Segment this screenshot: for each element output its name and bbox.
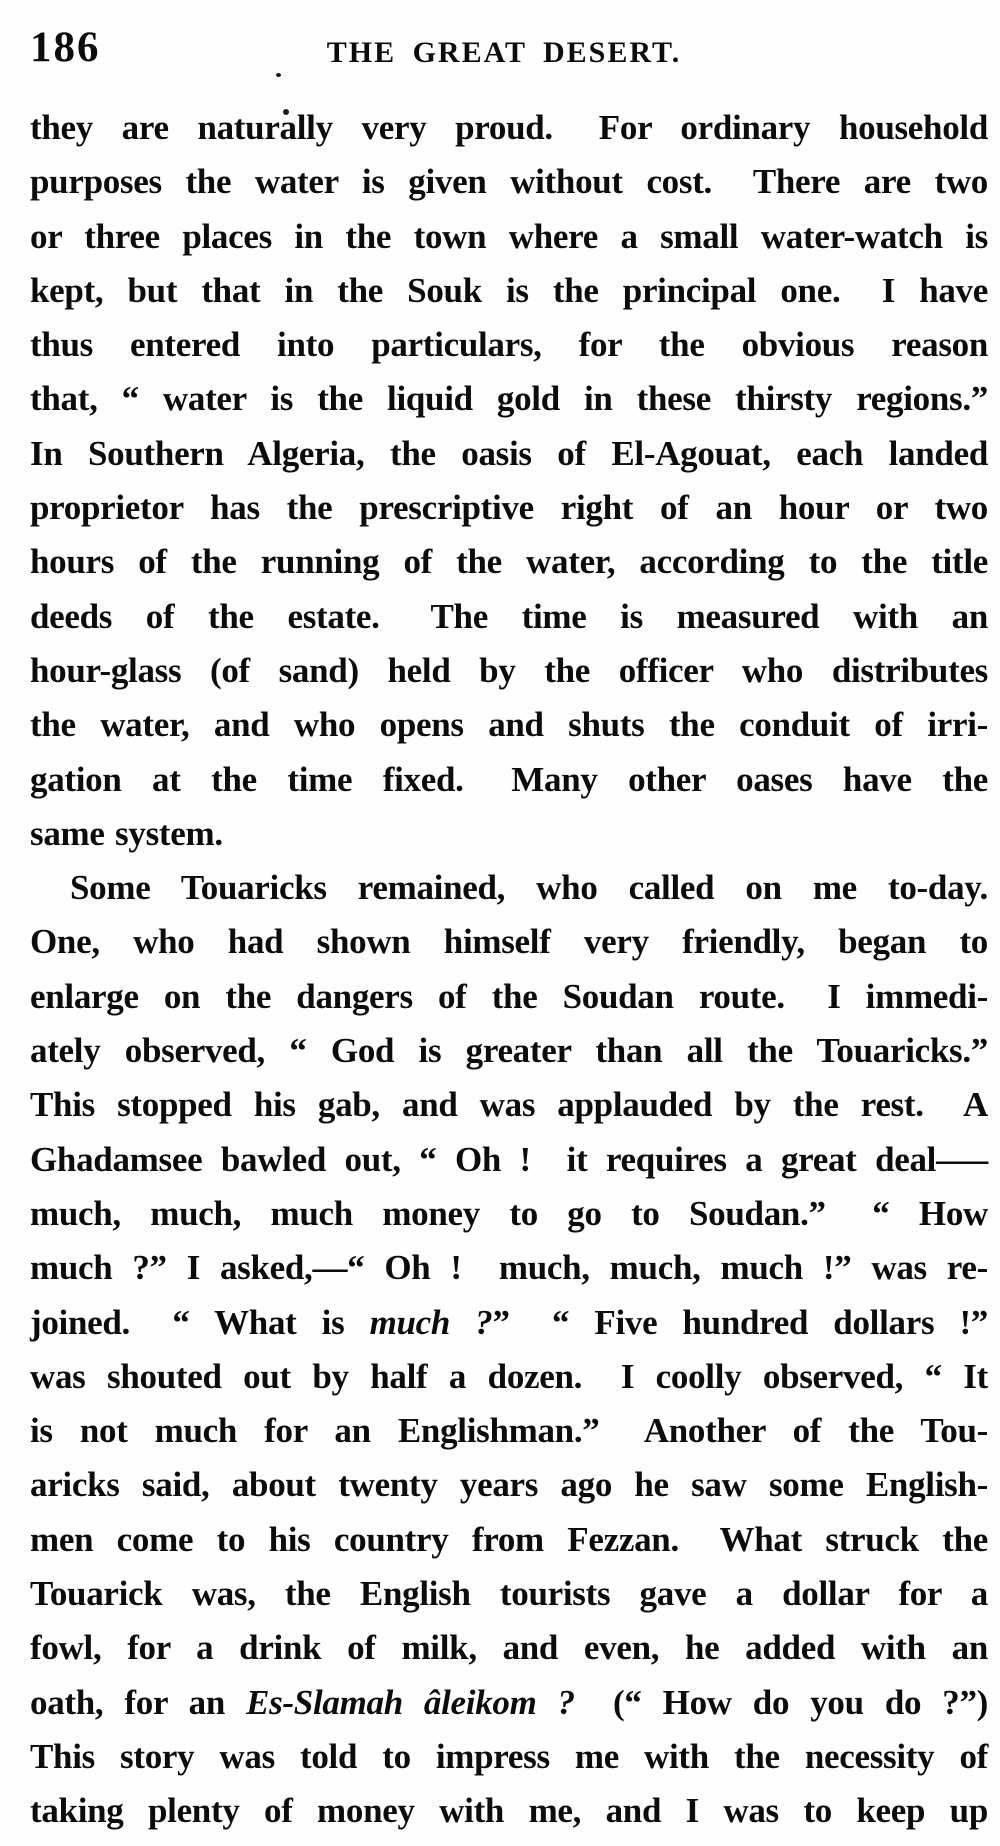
line-text: much ?” I asked,—“ Oh ! much, much, much !” was re- (30, 1248, 988, 1288)
text-line (30, 970, 988, 1024)
line-text: joined. “ What is (30, 1302, 370, 1342)
text-line (30, 644, 988, 698)
text-line (30, 1567, 988, 1621)
text-line (30, 1133, 988, 1187)
line-text: or three places in the town where a small water-watch is (30, 216, 988, 256)
line-text: ” “ Five hundred dollars !” (492, 1302, 988, 1342)
line-text: they are naturally very proud. For ordinary household (30, 108, 988, 147)
text-line (30, 372, 988, 426)
line-text: gation at the time fixed. Many other oases have the (30, 759, 988, 799)
text-line (30, 535, 988, 589)
line-text: aricks said, about twenty years ago he saw some English- (30, 1465, 988, 1505)
italic-phrase: Es-Slamah âleikom ? (246, 1682, 575, 1722)
text-line (30, 590, 988, 644)
text-line (30, 101, 988, 155)
line-text: deeds of the estate. The time is measured with an (30, 596, 988, 636)
text-line (30, 1350, 988, 1404)
text-line (30, 807, 988, 861)
text-line (30, 698, 988, 752)
text-line (30, 1621, 988, 1675)
text-line (30, 1730, 988, 1784)
text-line (30, 210, 988, 264)
page-number: 186 (30, 24, 101, 71)
line-text: ately observed, “ God is greater than all the Touaricks.” (30, 1031, 988, 1071)
text-line (30, 1078, 988, 1132)
text-line (30, 1241, 988, 1295)
line-text: Some Touaricks remained, who called on me to-day. (70, 868, 988, 908)
line-text: is not much for an Englishman.” Another of the Tou- (30, 1411, 988, 1451)
line-text: kept, but that in the Souk is the principal one. I have (30, 270, 988, 310)
line-text: proprietor has the prescriptive right of an hour or two (30, 488, 988, 528)
text-line (30, 861, 988, 915)
text-line (30, 1296, 988, 1350)
line-text: that, “ water is the liquid gold in these thirsty regions.” (30, 379, 988, 419)
line-text: fowl, for a drink of milk, and even, he added with an (30, 1628, 988, 1668)
text-line (30, 264, 988, 318)
text-line (30, 481, 988, 535)
line-text: One, who had shown himself very friendly, began to (30, 922, 988, 962)
line-text: taking plenty of money with me, and I was to keep up (30, 1791, 988, 1831)
text-line (30, 915, 988, 969)
line-text: enlarge on the dangers of the Soudan route. I immedi- (30, 976, 988, 1016)
line-text: men come to his country from Fezzan. What struck the (30, 1519, 988, 1559)
line-text: In Southern Algeria, the oasis of El-Agouat, each landed (30, 433, 988, 473)
text-line (30, 1676, 988, 1730)
line-text: was shouted out by half a dozen. I coolly observed, “ It (30, 1356, 988, 1396)
italic-phrase: much ? (369, 1302, 493, 1342)
line-text: the water, and who opens and shuts the conduit of irri- (30, 705, 988, 745)
running-title: THE GREAT DESERT. (326, 36, 682, 69)
line-text: This story was told to impress me with the necessity of (30, 1736, 988, 1776)
text-line (30, 427, 988, 481)
ink-speck (276, 73, 281, 77)
text-line (30, 318, 988, 372)
text-line (30, 1024, 988, 1078)
line-text: oath, for an (30, 1682, 247, 1722)
text-line (30, 1404, 988, 1458)
text-line (30, 753, 988, 807)
line-text: thus entered into particulars, for the obvious reason (30, 325, 988, 365)
line-text: much, much, much money to go to Soudan.” “ How (30, 1193, 988, 1233)
line-text: purposes the water is given without cost. There are two (30, 162, 988, 202)
text-line (30, 1187, 988, 1241)
line-text: (“ How do you do ?”) (574, 1682, 989, 1722)
text-line (30, 1513, 988, 1567)
line-text: same system. (30, 813, 223, 853)
text-block (30, 101, 988, 1839)
text-line (30, 1784, 988, 1838)
line-text: hours of the running of the water, according to the title (30, 542, 988, 582)
line-text: hour-glass (of sand) held by the officer who distributes (30, 650, 988, 690)
line-text: Ghadamsee bawled out, “ Oh ! it requires a great deal—– (30, 1139, 988, 1179)
text-line (30, 155, 988, 209)
line-text: This stopped his gab, and was applauded by the rest. A (30, 1085, 988, 1125)
line-text: Touarick was, the English tourists gave a dollar for a (30, 1574, 988, 1614)
text-line (30, 1458, 988, 1512)
